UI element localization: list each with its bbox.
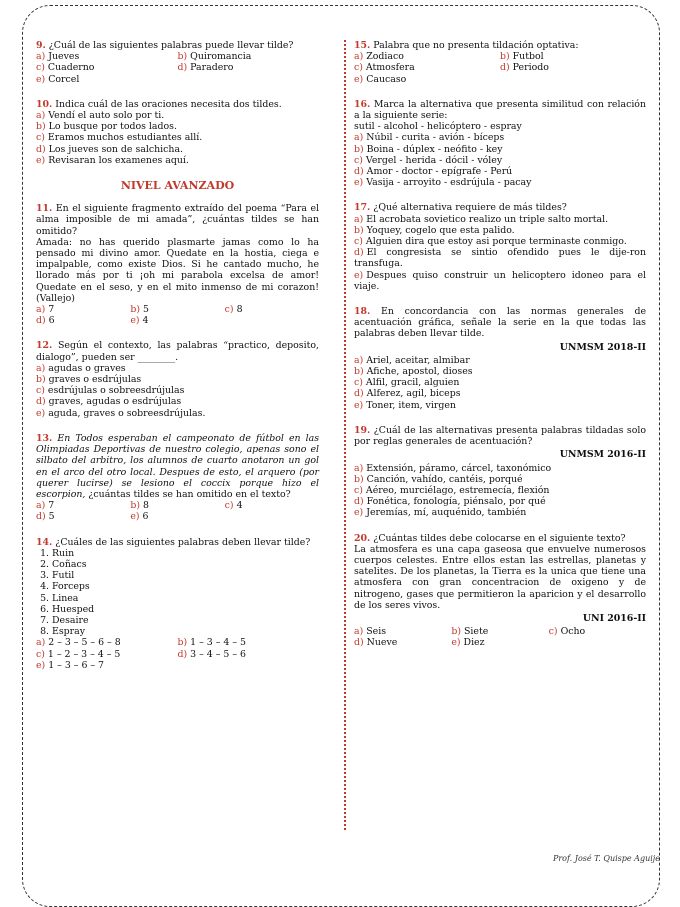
option-label: e)	[354, 399, 364, 411]
q9-number: 9.	[36, 40, 46, 51]
option-text: Siete	[464, 626, 489, 638]
option-label: e)	[451, 637, 461, 649]
option-text: Alferez, agil, biceps	[366, 388, 461, 400]
option-text: 7	[48, 500, 55, 512]
q14-number: 14.	[36, 536, 53, 548]
option-label: d)	[177, 648, 188, 660]
option-label: a)	[354, 213, 364, 225]
option-text: Paradero	[190, 62, 234, 74]
option-text: Extensión, páramo, cárcel, taxonómico	[366, 462, 552, 474]
question-15	[354, 40, 646, 85]
option-label: c)	[354, 154, 363, 166]
option-text: Atmosfera	[365, 62, 415, 74]
option-label: b)	[130, 304, 140, 316]
option-text: 4	[236, 500, 243, 512]
question-9	[36, 40, 319, 85]
option-label: c)	[354, 236, 363, 248]
option-label: c)	[548, 626, 558, 638]
option-label: e)	[36, 407, 46, 419]
option-text: Seis	[366, 626, 387, 638]
option-text: Los jueves son de salchicha.	[48, 143, 184, 155]
q17-stem: ¿Qué alternativa requiere de más tildes?	[373, 202, 567, 214]
option-text: Afiche, apostol, dioses	[366, 366, 473, 378]
option-label: b)	[354, 143, 364, 155]
option-label: d)	[36, 396, 46, 408]
question-18	[354, 306, 646, 411]
option-text: El acrobata sovietico realizo un triple salto mortal.	[366, 213, 609, 225]
option-text: 1 – 3 – 4 – 5	[190, 637, 246, 649]
q15-number: 15.	[354, 40, 371, 51]
option-label: c)	[224, 304, 234, 316]
option-label: c)	[224, 500, 234, 512]
q19-source: UNMSM 2016-II	[559, 449, 646, 461]
q20-number: 20.	[354, 532, 371, 544]
option-label: a)	[36, 362, 46, 374]
question-16	[354, 99, 646, 189]
q15-stem: Palabra que no presenta tildación optativa:	[373, 40, 579, 51]
option-text: Canción, vahído, cantéis, porqué	[366, 473, 523, 485]
option-label: b)	[354, 366, 364, 378]
option-label: e)	[354, 269, 364, 281]
q12-stem: Según el contexto, las palabras “practico, deposito, dialogo”, pueden ser ________.	[36, 340, 320, 363]
option-text: Futbol	[512, 51, 544, 63]
option-label: c)	[36, 385, 45, 397]
option-label: b)	[177, 637, 188, 649]
q9-stem: ¿Cuál de las siguientes palabras puede llevar tilde?	[48, 40, 294, 51]
option-label: d)	[36, 315, 46, 327]
option-label: e)	[354, 73, 364, 85]
option-text: Vergel - herida - dócil - vóley	[365, 154, 503, 166]
option-text: Jeremías, mí, auquénido, también	[366, 507, 527, 519]
question-12	[36, 340, 319, 418]
option-text: Quiromancia	[190, 51, 252, 63]
list-item: 1. Ruin	[52, 548, 319, 559]
option-text: aguda, graves o sobreesdrújulas.	[48, 407, 206, 419]
list-item: 5. Linea	[52, 593, 319, 604]
option-label: d)	[177, 62, 188, 74]
option-text: Yoquey, cogelo que esta palido.	[366, 224, 515, 236]
option-text: 5	[48, 511, 55, 523]
option-text: graves o esdrújulas	[48, 374, 142, 386]
option-text: Jueves	[48, 51, 80, 63]
option-text: 7	[48, 304, 55, 316]
option-label: a)	[36, 304, 46, 316]
option-label: a)	[354, 51, 364, 63]
option-label: b)	[354, 224, 364, 236]
option-text: 5	[143, 304, 149, 316]
list-item: 2. Coñacs	[52, 559, 319, 570]
question-20	[354, 533, 646, 649]
footer-author: Prof. José T. Quispe Aguije	[552, 854, 660, 863]
option-label: b)	[36, 374, 46, 386]
option-text: Caucaso	[366, 73, 407, 85]
option-label: c)	[36, 132, 45, 144]
option-label: d)	[354, 388, 364, 400]
option-label: e)	[130, 315, 140, 327]
option-text: Nueve	[366, 637, 398, 649]
option-label: d)	[36, 143, 46, 155]
option-label: b)	[36, 121, 46, 133]
q10-number: 10.	[36, 98, 53, 110]
q11-number: 11.	[36, 203, 53, 215]
option-text: Núbil - curita - avión - bíceps	[366, 132, 505, 144]
option-label: d)	[36, 511, 46, 523]
q10-stem: Indica cuál de las oraciones necesita dos tildes.	[55, 98, 282, 110]
list-item: 8. Espray	[52, 626, 319, 637]
option-text: Aéreo, murciélago, estremecía, flexión	[365, 484, 550, 496]
option-text: Ariel, aceitar, almibar	[366, 354, 470, 366]
option-label: e)	[130, 511, 140, 523]
option-text: Eramos muchos estudiantes allí.	[47, 132, 203, 144]
option-text: Vendí el auto solo por ti.	[48, 110, 165, 122]
q18-stem: En concordancia con las normas generales de acentuación gráfica, señale la serie en la que todas las palabras deben llevar tilde.	[354, 306, 646, 340]
q17-number: 17.	[354, 202, 371, 214]
q13-number: 13.	[36, 432, 53, 444]
option-label: b)	[451, 626, 461, 638]
option-label: c)	[36, 648, 45, 660]
right-column	[354, 40, 646, 663]
option-text: Zodiaco	[366, 51, 404, 63]
option-label: b)	[354, 473, 364, 485]
q13-stem-italic: En Todos esperaban el campeonato de fútbol en las Olimpiadas Deportivas de nuestro colegio, apenas sono el silbato del arbitro, los alumnos de cuarto anotaron un gol en el arco del otro local. Despues de esto, el arquero (por querer lucirse) se lesiono el coccix porque hizo el escorpion,	[36, 432, 320, 500]
option-text: Amor - doctor - epígrafe - Perú	[366, 166, 513, 178]
option-label: d)	[500, 62, 510, 74]
option-label: b)	[500, 51, 510, 63]
option-label: a)	[36, 110, 46, 122]
q11-poem: Amada: no has querido plasmarte jamas como lo ha pensado mi divino amor. Quedate en la hostia, ciega e impalpable, como existe Dios. Si he cantado mucho, he llorado más por ti ¡oh mi parabola excelsa de amor! Quedate en el seso, y en el mito inmenso de mi corazon! (Vallejo)	[36, 236, 319, 304]
section-title: NIVEL AVANZADO	[120, 179, 235, 193]
option-text: Ocho	[560, 626, 586, 638]
option-text: 2 – 3 – 5 – 6 – 8	[48, 637, 121, 649]
option-text: Cuaderno	[47, 62, 95, 74]
option-label: c)	[354, 377, 363, 389]
question-10	[36, 99, 319, 166]
question-14	[36, 537, 319, 671]
option-label: e)	[354, 177, 364, 189]
option-text: Alfil, gracil, alguien	[365, 377, 460, 389]
question-11	[36, 203, 319, 326]
option-label: e)	[36, 154, 46, 166]
option-text: Lo busque por todos lados.	[48, 121, 177, 133]
q14-word-list	[36, 548, 319, 638]
list-item: 7. Desaire	[52, 615, 319, 626]
option-label: a)	[36, 51, 46, 63]
question-19	[354, 425, 646, 519]
option-label: c)	[354, 484, 363, 496]
option-text: 1 – 3 – 6 – 7	[48, 659, 105, 671]
left-column	[36, 40, 319, 685]
column-divider	[344, 40, 346, 830]
option-text: 3 – 4 – 5 – 6	[190, 648, 246, 660]
option-text: 6	[142, 511, 149, 523]
option-label: c)	[36, 62, 45, 74]
option-label: a)	[354, 462, 364, 474]
option-text: El congresista se sintio ofendido pues le dije-ron transfuga.	[354, 247, 646, 270]
list-item: 6. Huesped	[52, 604, 319, 615]
q16-stem: Marca la alternativa que presenta similitud con relación a la siguiente serie:	[354, 98, 646, 122]
option-label: b)	[130, 500, 140, 512]
q20-source: UNI 2016-II	[582, 612, 646, 624]
option-label: a)	[36, 500, 46, 512]
option-text: agudas o graves	[48, 362, 126, 374]
option-text: 1 – 2 – 3 – 4 – 5	[47, 648, 121, 660]
list-item: 4. Forceps	[52, 581, 319, 592]
q20-text: La atmosfera es una capa gaseosa que envuelve numerosos cuerpos celestes. Entre ellos estan las estrellas, planetas y satelites. De los planetas, la Tierra es la unica que tiene una atmosfera con gran concentracion de oxigeno y de nitrogeno, gases que permitieron la aparicion y el desarrollo de los seres vivos.	[354, 543, 646, 611]
option-text: Diez	[463, 637, 485, 649]
q18-source: UNMSM 2018-II	[559, 341, 646, 353]
option-label: b)	[177, 51, 188, 63]
option-label: e)	[36, 659, 46, 671]
q20-stem: ¿Cuántas tildes debe colocarse en el siguiente texto?	[373, 532, 626, 544]
option-label: a)	[354, 354, 364, 366]
option-text: Toner, item, virgen	[366, 399, 456, 411]
q14-stem: ¿Cuáles de las siguientes palabras deben llevar tilde?	[55, 536, 311, 548]
option-text: 4	[142, 315, 149, 327]
q13-stem-tail: ¿cuántas tildes se han omitido en el texto?	[88, 488, 291, 500]
option-label: d)	[354, 496, 364, 508]
option-text: Vasija - arroyito - esdrújula - pacay	[366, 177, 532, 189]
q18-number: 18.	[354, 306, 371, 318]
option-text: Periodo	[512, 62, 549, 74]
option-text: Boina - dúplex - neófito - key	[366, 143, 503, 155]
option-text: Corcel	[48, 73, 80, 85]
q19-stem: ¿Cuál de las alternativas presenta palabras tildadas solo por reglas generales de acentuación?	[354, 424, 646, 448]
question-17	[354, 202, 646, 292]
option-label: a)	[354, 626, 364, 638]
option-text: 6	[48, 315, 55, 327]
list-item: 3. Futil	[52, 570, 319, 581]
option-text: Revisaran los examenes aquí.	[48, 154, 189, 166]
option-text: Fonética, fonología, piénsalo, por qué	[366, 496, 546, 508]
option-text: 8	[143, 500, 149, 512]
q19-number: 19.	[354, 424, 371, 436]
q16-number: 16.	[354, 98, 371, 110]
option-label: a)	[354, 132, 364, 144]
q12-number: 12.	[36, 340, 53, 352]
option-label: d)	[354, 166, 364, 178]
option-text: 8	[236, 304, 243, 316]
option-label: c)	[354, 62, 363, 74]
q16-serie: sutil - alcohol - helicóptero - espray	[354, 121, 522, 133]
question-13	[36, 433, 319, 523]
option-text: esdrújulas o sobreesdrújulas	[47, 385, 185, 397]
option-label: d)	[354, 247, 364, 259]
option-label: d)	[354, 637, 364, 649]
option-text: Despues quiso construir un helicoptero idoneo para el viaje.	[354, 269, 646, 292]
option-label: e)	[36, 73, 46, 85]
option-label: e)	[354, 507, 364, 519]
option-text: Alguien dira que estoy asi porque terminaste conmigo.	[365, 236, 627, 248]
q11-stem: En el siguiente fragmento extraído del poema “Para el alma imposible de mi amada”, ¿cuántas tildes se han omitido?	[36, 203, 320, 237]
option-text: graves, agudas o esdrújulas	[48, 396, 182, 408]
option-label: a)	[36, 637, 46, 649]
